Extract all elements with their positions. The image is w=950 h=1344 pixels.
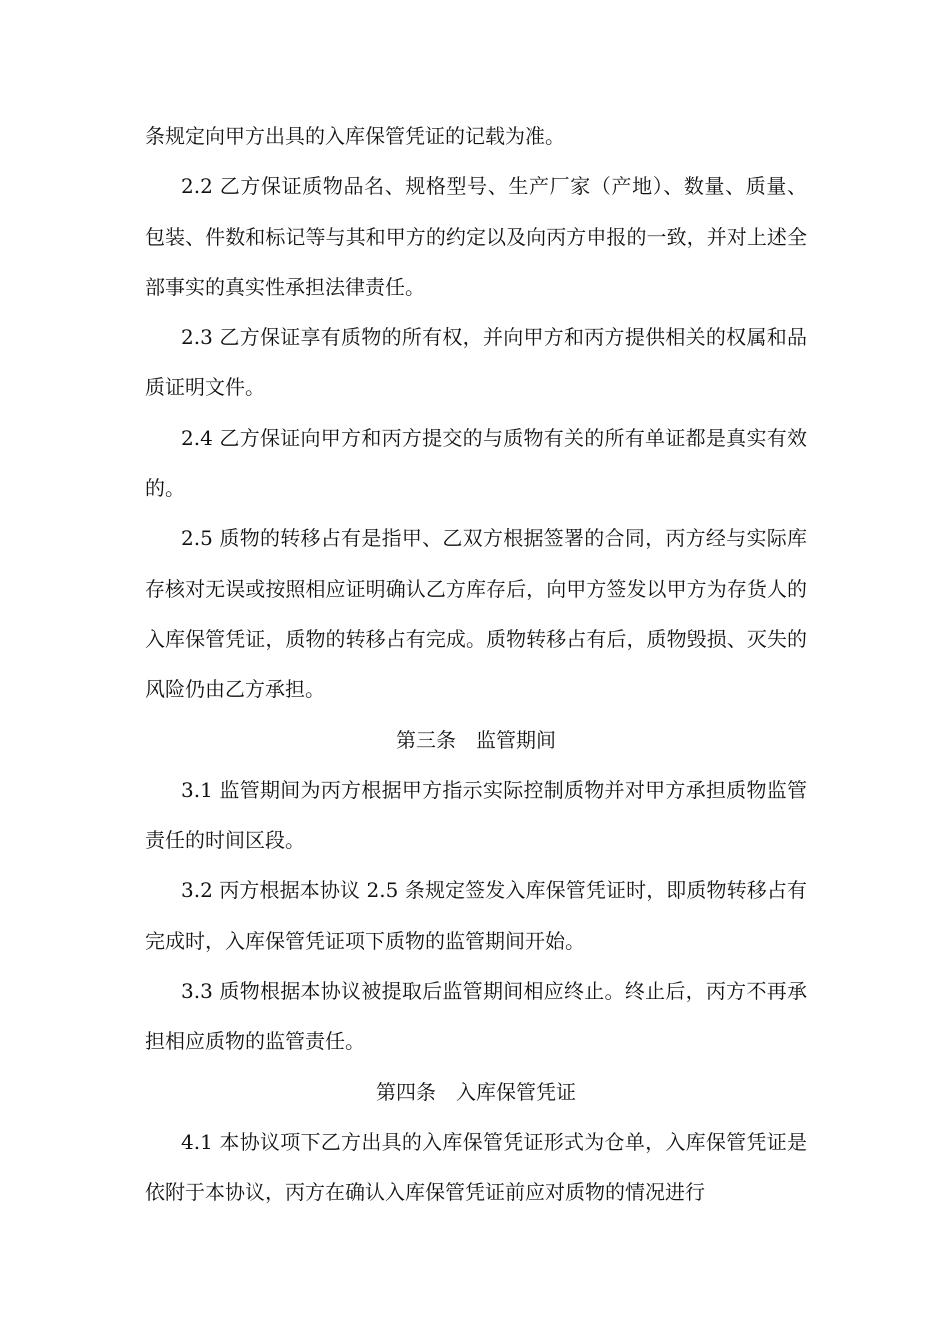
paragraph-3-1: 3.1 监管期间为丙方根据甲方指示实际控制质物并对甲方承担质物监管责任的时间区段。 (145, 777, 807, 853)
paragraph-2-5: 2.5 质物的转移占有是指甲、乙双方根据签署的合同，丙方经与实际库存核对无误或按照相应证明确认乙方库存后，向甲方签发以甲方为存货人的入库保管凭证，质物的转移占有完成。质物转移占有后，质物毁损、灭失的风险仍由乙方承担。 (145, 526, 807, 702)
paragraph-3-2: 3.2 丙方根据本协议 2.5 条规定签发入库保管凭证时，即质物转移占有完成时，入库保管凭证项下质物的监管期间开始。 (145, 878, 807, 953)
paragraph-3-3: 3.3 质物根据本协议被提取后监管期间相应终止。终止后，丙方不再承担相应质物的监管责任。 (145, 979, 807, 1054)
section-heading-article-4: 第四条 入库保管凭证 (376, 1079, 576, 1104)
paragraph-continuation: 条规定向甲方出具的入库保管凭证的记载为准。 (145, 124, 565, 148)
paragraph-4-1: 4.1 本协议项下乙方出具的入库保管凭证形式为仓单，入库保管凭证是依附于本协议，丙方在确认入库保管凭证前应对质物的情况进行 (145, 1129, 807, 1205)
paragraph-2-2: 2.2 乙方保证质物品名、规格型号、生产厂家（产地）、数量、质量、包装、件数和标记等与其和甲方的约定以及向丙方申报的一致，并对上述全部事实的真实性承担法律责任。 (145, 174, 807, 299)
paragraph-2-3: 2.3 乙方保证享有质物的所有权，并向甲方和丙方提供相关的权属和品质证明文件。 (145, 325, 807, 400)
document-page (145, 111, 807, 1218)
section-heading-article-3: 第三条 监管期间 (396, 727, 556, 752)
paragraph-2-4: 2.4 乙方保证向甲方和丙方提交的与质物有关的所有单证都是真实有效的。 (145, 425, 807, 501)
